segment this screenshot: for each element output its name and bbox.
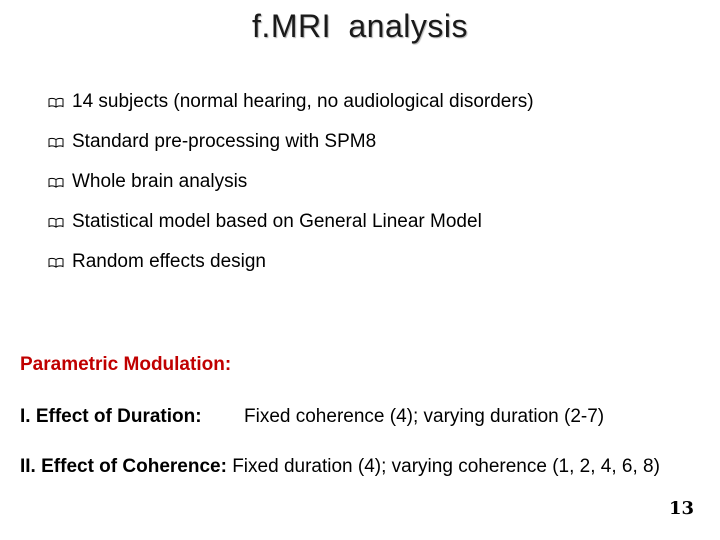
- bullet-text: Statistical model based on General Linear Model: [72, 211, 482, 232]
- bullet-item: [48, 208, 534, 248]
- bullet-text: Standard pre-processing with SPM8: [72, 131, 377, 152]
- open-book-icon: [48, 217, 64, 228]
- modulation-label: I. Effect of Duration:: [20, 406, 202, 427]
- modulation-description: Fixed coherence (4); varying duration (2-7): [244, 406, 605, 427]
- modulation-item: [20, 406, 604, 428]
- bullet-text: Whole brain analysis: [72, 171, 248, 192]
- modulation-label: II. Effect of Coherence:: [20, 456, 227, 477]
- page-number: 13: [668, 498, 694, 519]
- bullet-text: 14 subjects (normal hearing, no audiological disorders): [72, 91, 534, 112]
- open-book-icon: [48, 137, 64, 148]
- modulation-description: Fixed duration (4); varying coherence (1, 2, 4, 6, 8): [232, 456, 660, 477]
- open-book-icon: [48, 177, 64, 188]
- bullet-item: [48, 168, 534, 208]
- slide-title: f.MRI analysis: [252, 8, 468, 44]
- bullet-item: [48, 88, 534, 128]
- bullet-item: [48, 248, 534, 288]
- bullet-item: [48, 128, 534, 168]
- section-heading: Parametric Modulation:: [20, 354, 232, 375]
- open-book-icon: [48, 257, 64, 268]
- bullet-list: [48, 88, 534, 288]
- modulation-item: [20, 456, 660, 478]
- open-book-icon: [48, 97, 64, 108]
- bullet-text: Random effects design: [72, 251, 266, 272]
